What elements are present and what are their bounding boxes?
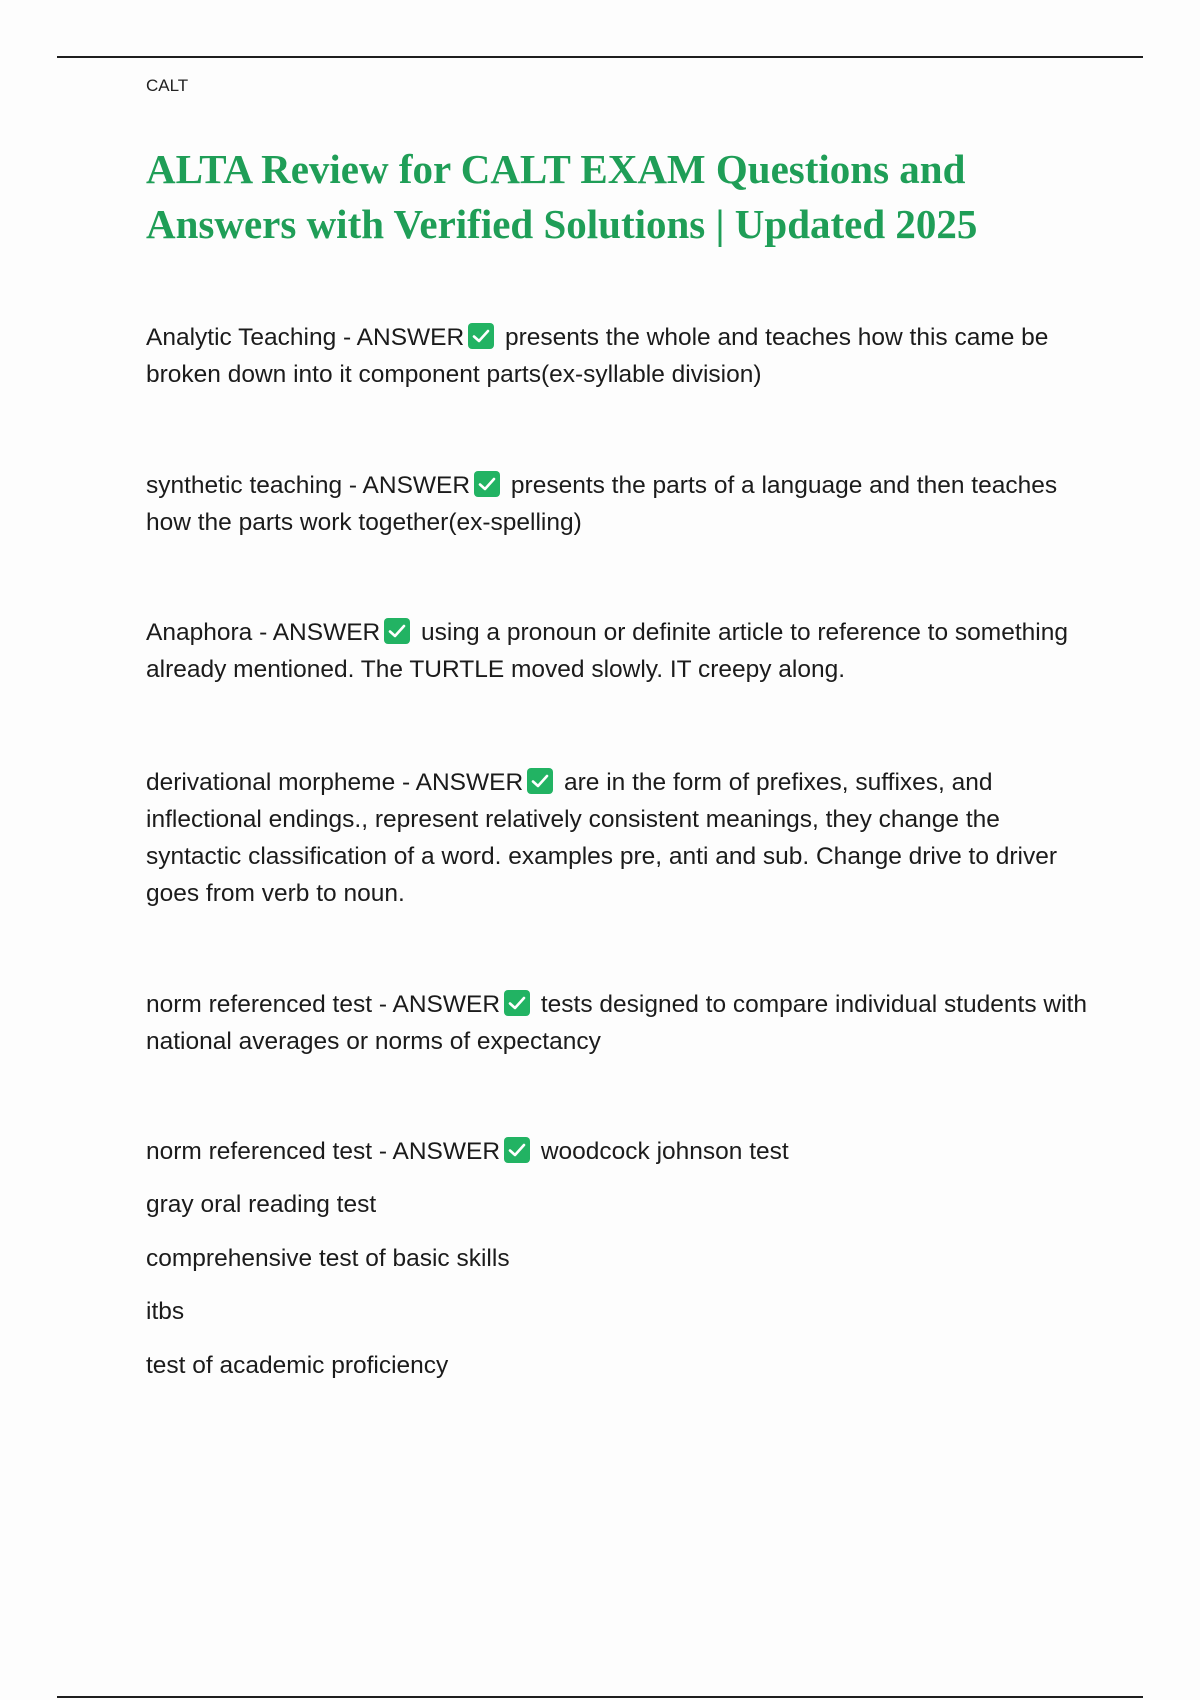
check-mark-icon bbox=[504, 990, 530, 1016]
separator: - bbox=[336, 324, 357, 351]
answer-marker: ANSWER bbox=[392, 991, 501, 1018]
check-mark-icon bbox=[384, 618, 410, 644]
qa-entry bbox=[146, 1133, 1096, 1170]
separator: - bbox=[395, 769, 416, 796]
qa-entry bbox=[146, 986, 1096, 1060]
term: Anaphora bbox=[146, 619, 253, 646]
document-title: ALTA Review for CALT EXAM Questions and Answers with Verified Solutions | Updated 2025 bbox=[146, 146, 978, 247]
check-mark-icon bbox=[504, 1137, 530, 1163]
footer-rule bbox=[57, 1696, 1143, 1698]
list-item: comprehensive test of basic skills bbox=[146, 1245, 510, 1272]
answer-marker: ANSWER bbox=[362, 472, 471, 499]
running-header: CALT bbox=[146, 76, 189, 95]
qa-entry bbox=[146, 764, 1096, 912]
answer-text: presents the whole and teaches how this came be broken down into it component parts(ex-syllable division) bbox=[146, 324, 1049, 388]
answer-marker: ANSWER bbox=[392, 1138, 501, 1165]
separator: - bbox=[252, 619, 273, 646]
term: norm referenced test bbox=[146, 991, 373, 1018]
check-mark-icon bbox=[468, 323, 494, 349]
check-mark-icon bbox=[474, 471, 500, 497]
list-item: gray oral reading test bbox=[146, 1191, 377, 1218]
check-mark-icon bbox=[527, 768, 553, 794]
separator: - bbox=[372, 991, 393, 1018]
qa-entry bbox=[146, 614, 1096, 688]
answer-text: tests designed to compare individual students with national averages or norms of expectancy bbox=[146, 991, 1087, 1055]
term: Analytic Teaching bbox=[146, 324, 337, 351]
answer-marker: ANSWER bbox=[356, 324, 465, 351]
answer-text: are in the form of prefixes, suffixes, and inflectional endings., represent relatively consistent meanings, they change the syntactic classification of a word. examples pre, anti and sub. Change drive to driver goes from verb to noun. bbox=[146, 769, 1058, 907]
qa-entry bbox=[146, 467, 1096, 541]
answer-marker: ANSWER bbox=[272, 619, 381, 646]
term: norm referenced test bbox=[146, 1138, 373, 1165]
answer-text: using a pronoun or definite article to reference to something already mentioned. The TURTLE moved slowly. IT creepy along. bbox=[146, 619, 1068, 683]
separator: - bbox=[342, 472, 363, 499]
separator: - bbox=[372, 1138, 393, 1165]
list-item: itbs bbox=[146, 1298, 185, 1325]
header-rule bbox=[57, 56, 1143, 58]
answer-text: presents the parts of a language and then teaches how the parts work together(ex-spelling) bbox=[146, 472, 1058, 536]
term: synthetic teaching bbox=[146, 472, 343, 499]
term: derivational morpheme bbox=[146, 769, 396, 796]
answer-text: woodcock johnson test bbox=[540, 1138, 789, 1165]
list-item: test of academic proficiency bbox=[146, 1352, 449, 1379]
answer-marker: ANSWER bbox=[415, 769, 524, 796]
qa-entry bbox=[146, 319, 1096, 393]
